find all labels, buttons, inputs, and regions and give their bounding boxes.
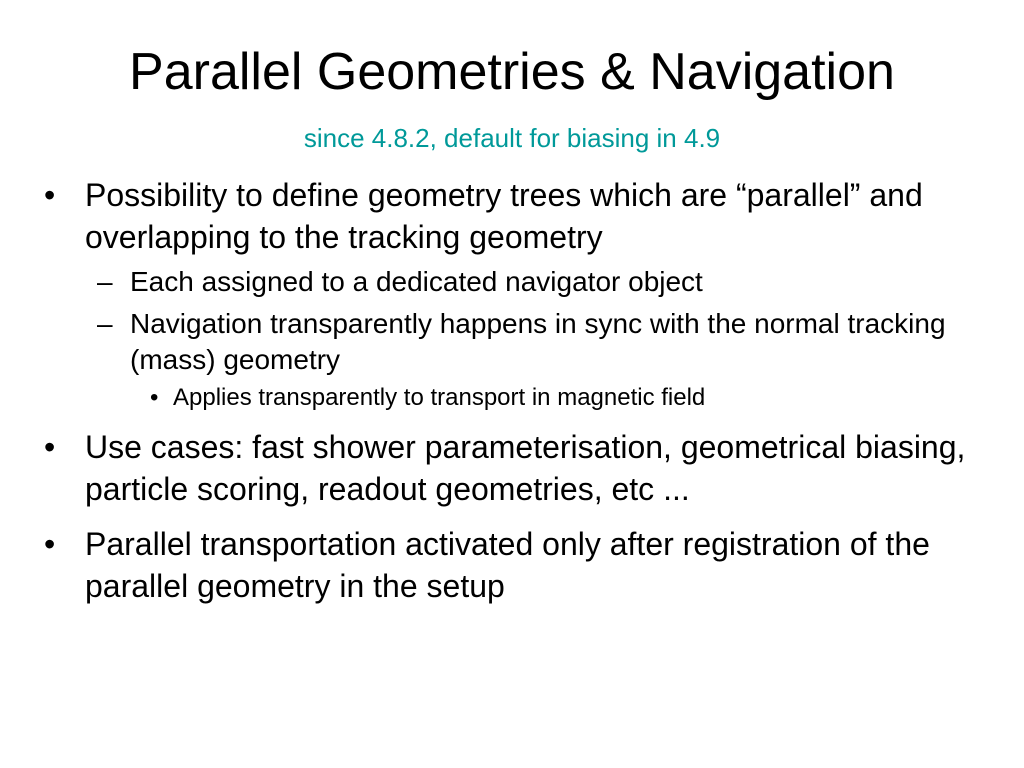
bullet-item — [40, 523, 1000, 607]
bullet-marker: • — [44, 429, 56, 465]
dash-marker: – — [97, 266, 113, 297]
slide-subtitle: since 4.8.2, default for biasing in 4.9 — [303, 123, 721, 153]
dash-marker: – — [97, 308, 113, 339]
bullet-marker: • — [44, 526, 56, 562]
slide-title: Parallel Geometries & Navigation — [129, 43, 895, 101]
sub-bullet-text: Each assigned to a dedicated navigator object — [130, 266, 703, 297]
bullet-text: Parallel transportation activated only after registration of the parallel geometry in the setup — [85, 526, 930, 604]
bullet-item — [40, 174, 1000, 258]
bullet-marker: • — [150, 384, 159, 411]
sub-bullet-item — [40, 306, 1000, 378]
bullet-item — [40, 426, 1000, 510]
sub-sub-bullet-item — [40, 382, 1000, 414]
sub-bullet-text: Navigation transparently happens in sync with the normal tracking (mass) geometry — [130, 308, 946, 375]
bullet-list — [40, 174, 1000, 607]
bullet-text: Use cases: fast shower parameterisation, geometrical biasing, particle scoring, readout geometries, etc ... — [85, 429, 966, 507]
bullet-marker: • — [44, 177, 56, 213]
sub-sub-bullet-text: Applies transparently to transport in magnetic field — [173, 384, 706, 411]
sub-bullet-item — [40, 264, 1000, 300]
bullet-text: Possibility to define geometry trees which are “parallel” and overlapping to the tracking geometry — [85, 177, 923, 255]
